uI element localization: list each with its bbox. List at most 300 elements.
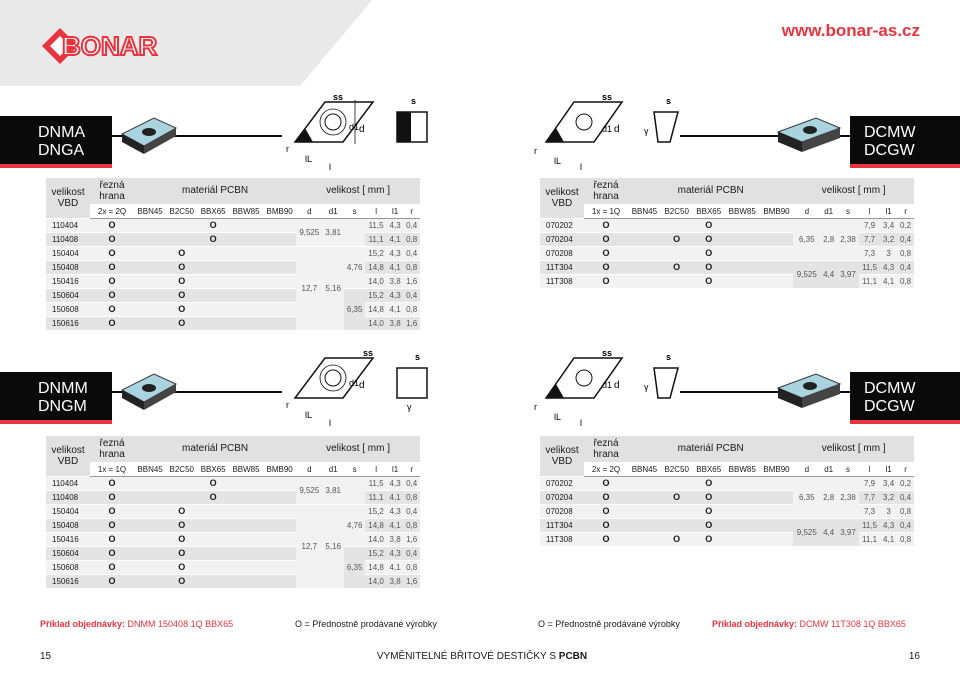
svg-text:γ: γ <box>644 126 649 136</box>
table-body <box>540 218 914 288</box>
material-header: B2C50 <box>661 204 693 218</box>
dim-l1-cell: 3 <box>880 504 897 518</box>
page-number-right: 16 <box>908 651 920 662</box>
svg-text:d1: d1 <box>349 378 360 388</box>
material-mark-cell <box>725 518 760 532</box>
dim-r-cell: 1,6 <box>403 532 420 546</box>
material-mark-cell: O <box>166 316 197 330</box>
col-header-size: velikost VBD <box>46 178 90 218</box>
dim-d1-cell: 2,8 <box>820 476 837 518</box>
material-mark-cell <box>628 274 661 288</box>
svg-text:lL: lL <box>305 410 313 420</box>
dim-l-cell: 11,5 <box>365 476 386 490</box>
svg-text:d: d <box>614 124 620 135</box>
col-header-edge: řezná hrana <box>90 178 134 204</box>
edge-mark-cell: O <box>584 232 628 246</box>
material-mark-cell <box>197 274 229 288</box>
dim-r-cell: 0,4 <box>897 232 914 246</box>
material-mark-cell <box>628 260 661 274</box>
material-header: BBX65 <box>693 204 725 218</box>
material-mark-cell <box>134 490 166 504</box>
material-mark-cell: O <box>166 260 197 274</box>
svg-text:ss: ss <box>363 348 374 358</box>
edge-mark-cell: O <box>584 490 628 504</box>
insert-photo-dcmw-2 <box>768 366 848 416</box>
dim-header: d1 <box>322 462 343 476</box>
material-header: B2C50 <box>166 462 197 476</box>
size-code-cell: 11T308 <box>540 274 584 288</box>
material-mark-cell <box>134 316 166 330</box>
material-header: BBX65 <box>197 462 229 476</box>
col-header-material: materiál PCBN <box>628 178 793 204</box>
legend-left: O = Přednostně prodávané výrobky <box>295 619 437 629</box>
dim-header: l1 <box>880 462 897 476</box>
col-header-dimensions: velikost [ mm ] <box>296 436 420 462</box>
material-mark-cell <box>197 546 229 560</box>
svg-text:γ: γ <box>407 402 412 412</box>
dim-l1-cell: 4,1 <box>387 260 404 274</box>
material-header: BBX65 <box>693 462 725 476</box>
svg-text:l: l <box>329 418 331 428</box>
edge-mark-cell: O <box>584 246 628 260</box>
material-mark-cell <box>263 302 296 316</box>
svg-text:ss: ss <box>333 92 344 102</box>
dim-header: l <box>859 462 880 476</box>
dim-s-cell <box>344 476 365 504</box>
tech-drawing-dnma <box>285 92 445 172</box>
material-mark-cell: O <box>166 560 197 574</box>
dim-header: s <box>837 204 859 218</box>
svg-text:d1: d1 <box>349 122 360 132</box>
dim-r-cell: 0,8 <box>403 302 420 316</box>
material-mark-cell: O <box>166 546 197 560</box>
material-mark-cell <box>263 518 296 532</box>
edge-mark-cell: O <box>90 274 134 288</box>
dim-l-cell: 11,5 <box>365 218 386 232</box>
material-mark-cell <box>134 546 166 560</box>
panel-title-line-1: DCMW <box>864 124 916 141</box>
tech-drawing-dcmw-2 <box>530 348 690 428</box>
material-mark-cell <box>725 532 760 546</box>
material-header: BBW85 <box>229 204 263 218</box>
material-mark-cell: O <box>661 490 693 504</box>
dim-l1-cell: 4,1 <box>387 560 404 574</box>
col-header-material: materiál PCBN <box>134 178 296 204</box>
page-number-left: 15 <box>40 651 52 662</box>
dim-r-cell: 0,8 <box>403 232 420 246</box>
material-header: BBX65 <box>197 204 229 218</box>
spec-table-dcmw-1 <box>540 178 914 289</box>
dim-l-cell: 7,9 <box>859 218 880 232</box>
svg-text:lL: lL <box>305 154 313 164</box>
dim-header: l1 <box>387 462 404 476</box>
dim-l1-cell: 4,1 <box>880 532 897 546</box>
insert-photo-dnmm <box>114 366 184 416</box>
table-row <box>540 476 914 490</box>
dim-d-cell: 6,35 <box>793 218 820 260</box>
material-mark-cell: O <box>197 476 229 490</box>
material-mark-cell <box>166 490 197 504</box>
material-mark-cell <box>263 288 296 302</box>
size-code-cell: 070202 <box>540 476 584 490</box>
svg-text:s: s <box>415 352 421 362</box>
material-mark-cell <box>229 546 263 560</box>
material-mark-cell <box>197 246 229 260</box>
material-mark-cell <box>725 476 760 490</box>
dim-header: r <box>403 204 420 218</box>
bonar-logo <box>38 20 178 72</box>
material-mark-cell <box>263 574 296 588</box>
material-mark-cell: O <box>693 518 725 532</box>
order-example-right <box>712 619 906 629</box>
edge-label: 1x = 1Q <box>584 204 628 218</box>
material-mark-cell <box>725 232 760 246</box>
svg-text:s: s <box>411 96 417 106</box>
dim-l-cell: 11,1 <box>365 490 386 504</box>
panel-title-dcmw-2 <box>850 372 960 424</box>
material-mark-cell: O <box>693 504 725 518</box>
table-row <box>46 504 420 518</box>
material-mark-cell <box>134 274 166 288</box>
dim-r-cell: 0,4 <box>403 218 420 232</box>
edge-mark-cell: O <box>90 232 134 246</box>
edge-mark-cell: O <box>90 546 134 560</box>
size-code-cell: 070208 <box>540 504 584 518</box>
dim-r-cell: 0,4 <box>897 518 914 532</box>
material-mark-cell <box>134 574 166 588</box>
dim-header: l <box>365 462 386 476</box>
dim-l1-cell: 3,8 <box>387 316 404 330</box>
material-mark-cell <box>263 274 296 288</box>
dim-l-cell: 11,1 <box>365 232 386 246</box>
material-mark-cell <box>229 504 263 518</box>
edge-mark-cell: O <box>90 218 134 232</box>
material-header: BBW85 <box>725 462 760 476</box>
svg-text:l: l <box>580 162 582 172</box>
material-mark-cell <box>197 302 229 316</box>
dim-l-cell: 7,7 <box>859 490 880 504</box>
size-code-cell: 150604 <box>46 546 90 560</box>
material-mark-cell <box>760 518 794 532</box>
dim-l-cell: 11,5 <box>859 518 880 532</box>
material-mark-cell <box>229 232 263 246</box>
dim-header: l1 <box>880 204 897 218</box>
material-mark-cell <box>760 260 794 274</box>
material-mark-cell <box>134 232 166 246</box>
material-mark-cell <box>134 218 166 232</box>
material-mark-cell: O <box>166 518 197 532</box>
material-mark-cell: O <box>166 274 197 288</box>
dim-r-cell: 0,4 <box>403 288 420 302</box>
material-mark-cell: O <box>661 232 693 246</box>
material-header: BBW85 <box>725 204 760 218</box>
material-mark-cell <box>263 560 296 574</box>
material-mark-cell <box>229 490 263 504</box>
dim-header: l1 <box>387 204 404 218</box>
accent-bar <box>850 164 960 168</box>
order-example-value: DNMM 150408 1Q BBX65 <box>127 619 234 629</box>
material-mark-cell <box>197 574 229 588</box>
dim-l1-cell: 3,4 <box>880 218 897 232</box>
dim-l1-cell: 4,3 <box>387 504 404 518</box>
material-mark-cell: O <box>661 532 693 546</box>
size-code-cell: 150416 <box>46 532 90 546</box>
dim-l-cell: 7,9 <box>859 476 880 490</box>
dim-d-cell: 12,7 <box>296 246 322 330</box>
tech-drawing-dcmw-1 <box>530 92 690 172</box>
edge-mark-cell: O <box>90 504 134 518</box>
dim-header: s <box>344 204 365 218</box>
col-header-dimensions: velikost [ mm ] <box>793 436 914 462</box>
svg-text:BONAR: BONAR <box>62 31 158 61</box>
material-mark-cell <box>725 504 760 518</box>
panel-title-dnmm <box>0 372 112 424</box>
dim-l1-cell: 4,1 <box>387 232 404 246</box>
edge-mark-cell: O <box>90 574 134 588</box>
material-mark-cell: O <box>166 288 197 302</box>
edge-mark-cell: O <box>584 274 628 288</box>
dim-s-cell: 2,38 <box>837 218 859 260</box>
footer-title <box>222 651 742 662</box>
svg-text:d1: d1 <box>602 124 613 134</box>
dim-r-cell: 0,4 <box>897 260 914 274</box>
material-mark-cell <box>661 518 693 532</box>
table-body <box>540 476 914 546</box>
dim-s-cell: 4,76 <box>344 504 365 546</box>
edge-label: 1x = 1Q <box>90 462 134 476</box>
dim-l1-cell: 3,8 <box>387 574 404 588</box>
material-mark-cell <box>197 316 229 330</box>
dim-s-cell: 4,76 <box>344 246 365 288</box>
material-mark-cell <box>725 260 760 274</box>
dim-d-cell: 9,525 <box>793 518 820 546</box>
size-code-cell: 070204 <box>540 490 584 504</box>
dim-r-cell: 0,4 <box>403 546 420 560</box>
dim-r-cell: 0,4 <box>403 246 420 260</box>
material-mark-cell <box>760 274 794 288</box>
material-mark-cell <box>229 274 263 288</box>
dim-l1-cell: 3,4 <box>880 476 897 490</box>
dim-l1-cell: 3,8 <box>387 274 404 288</box>
material-header: BBN45 <box>628 204 661 218</box>
size-code-cell: 11T308 <box>540 532 584 546</box>
dim-l1-cell: 4,3 <box>387 246 404 260</box>
dim-s-cell: 3,97 <box>837 518 859 546</box>
dim-d1-cell: 3,81 <box>322 476 343 504</box>
table-row <box>540 218 914 232</box>
dim-l-cell: 11,1 <box>859 532 880 546</box>
dim-s-cell: 6,35 <box>344 546 365 588</box>
material-mark-cell <box>760 476 794 490</box>
dim-header: d <box>296 462 322 476</box>
dim-l-cell: 15,2 <box>365 504 386 518</box>
edge-label: 2x = 2Q <box>584 462 628 476</box>
material-mark-cell: O <box>693 274 725 288</box>
material-mark-cell <box>263 532 296 546</box>
dim-l-cell: 14,8 <box>365 560 386 574</box>
dim-header: d1 <box>322 204 343 218</box>
col-header-dimensions: velikost [ mm ] <box>793 178 914 204</box>
material-mark-cell <box>229 246 263 260</box>
material-mark-cell <box>661 274 693 288</box>
panel-title-line-1: DCMW <box>864 380 916 397</box>
dim-l1-cell: 4,3 <box>387 476 404 490</box>
material-mark-cell <box>166 476 197 490</box>
material-mark-cell <box>760 490 794 504</box>
footer-title-text: VYMĚNITELNÉ BŘITOVÉ DESTIČKY S <box>376 651 556 662</box>
material-mark-cell <box>229 302 263 316</box>
material-mark-cell <box>263 232 296 246</box>
dim-header: d <box>793 204 820 218</box>
order-example-label: Příklad objednávky: <box>712 619 798 629</box>
dim-r-cell: 0,8 <box>897 504 914 518</box>
size-code-cell: 150616 <box>46 574 90 588</box>
table-row <box>46 546 420 560</box>
material-header: B2C50 <box>166 204 197 218</box>
order-example-left <box>40 619 233 629</box>
material-mark-cell <box>661 246 693 260</box>
dim-d1-cell: 4,4 <box>820 518 837 546</box>
panel-title-line-2: DCGW <box>864 142 915 159</box>
col-header-material: materiál PCBN <box>134 436 296 462</box>
dim-header: d1 <box>820 462 837 476</box>
col-header-dimensions: velikost [ mm ] <box>296 178 420 204</box>
material-mark-cell <box>134 288 166 302</box>
dim-header: l <box>365 204 386 218</box>
svg-text:r: r <box>286 400 289 410</box>
material-mark-cell <box>628 246 661 260</box>
dim-r-cell: 0,2 <box>897 476 914 490</box>
material-mark-cell <box>760 232 794 246</box>
dim-r-cell: 1,6 <box>403 316 420 330</box>
edge-mark-cell: O <box>90 260 134 274</box>
edge-label: 2x = 2Q <box>90 204 134 218</box>
svg-text:s: s <box>666 352 672 362</box>
col-header-material: materiál PCBN <box>628 436 793 462</box>
material-mark-cell <box>134 504 166 518</box>
dim-r-cell: 0,4 <box>403 476 420 490</box>
svg-text:d: d <box>359 380 365 391</box>
table-row <box>46 218 420 232</box>
material-mark-cell: O <box>693 490 725 504</box>
legend-right: O = Přednostně prodávané výrobky <box>538 619 680 629</box>
material-mark-cell <box>725 246 760 260</box>
dim-header: r <box>403 462 420 476</box>
dim-s-cell <box>344 218 365 246</box>
dim-l1-cell: 4,3 <box>880 518 897 532</box>
material-mark-cell <box>628 518 661 532</box>
dim-l-cell: 14,0 <box>365 532 386 546</box>
svg-text:s: s <box>666 96 672 106</box>
table-row <box>540 260 914 274</box>
dim-r-cell: 0,4 <box>897 490 914 504</box>
material-header: B2C50 <box>661 462 693 476</box>
size-code-cell: 070202 <box>540 218 584 232</box>
dim-l-cell: 14,8 <box>365 302 386 316</box>
website-link[interactable]: www.bonar-as.cz <box>781 21 920 40</box>
material-mark-cell <box>263 490 296 504</box>
size-code-cell: 150404 <box>46 504 90 518</box>
dim-header: r <box>897 462 914 476</box>
size-code-cell: 070208 <box>540 246 584 260</box>
material-mark-cell <box>661 504 693 518</box>
dim-l1-cell: 4,1 <box>880 274 897 288</box>
panel-title-line-1: DNMA <box>38 124 86 141</box>
edge-mark-cell: O <box>584 476 628 490</box>
dim-r-cell: 0,8 <box>403 518 420 532</box>
dim-l-cell: 7,3 <box>859 504 880 518</box>
dim-l-cell: 15,2 <box>365 288 386 302</box>
svg-text:lL: lL <box>554 412 562 422</box>
dim-l-cell: 11,5 <box>859 260 880 274</box>
dim-d-cell: 9,525 <box>296 476 322 504</box>
material-header: BMB90 <box>263 204 296 218</box>
material-mark-cell <box>661 476 693 490</box>
accent-bar <box>0 164 112 168</box>
material-mark-cell: O <box>197 490 229 504</box>
dim-header: d1 <box>820 204 837 218</box>
order-example-label: Příklad objednávky: <box>40 619 126 629</box>
material-mark-cell: O <box>166 532 197 546</box>
tech-drawing-dnmm <box>285 348 445 428</box>
dim-d1-cell: 5,16 <box>322 246 343 330</box>
edge-mark-cell: O <box>90 560 134 574</box>
size-code-cell: 150408 <box>46 518 90 532</box>
size-code-cell: 150404 <box>46 246 90 260</box>
edge-mark-cell: O <box>584 504 628 518</box>
size-code-cell: 150416 <box>46 274 90 288</box>
table-row <box>46 476 420 490</box>
material-mark-cell: O <box>661 260 693 274</box>
dim-l1-cell: 4,1 <box>387 302 404 316</box>
material-mark-cell <box>229 316 263 330</box>
size-code-cell: 070204 <box>540 232 584 246</box>
svg-text:r: r <box>534 402 537 412</box>
panel-title-line-2: DNGM <box>38 398 87 415</box>
table-row <box>540 518 914 532</box>
dim-header: r <box>897 204 914 218</box>
size-code-cell: 150604 <box>46 288 90 302</box>
dim-header: s <box>837 462 859 476</box>
insert-photo-dcmw-1 <box>768 110 848 160</box>
edge-mark-cell: O <box>584 518 628 532</box>
material-mark-cell <box>263 260 296 274</box>
dim-d-cell: 6,35 <box>793 476 820 518</box>
dim-l-cell: 15,2 <box>365 546 386 560</box>
table-body <box>46 218 420 330</box>
size-code-cell: 150616 <box>46 316 90 330</box>
material-mark-cell <box>628 504 661 518</box>
panel-title-line-2: DCGW <box>864 398 915 415</box>
material-mark-cell <box>661 218 693 232</box>
svg-text:d1: d1 <box>602 380 613 390</box>
dim-l-cell: 14,0 <box>365 574 386 588</box>
material-header: BBN45 <box>628 462 661 476</box>
dim-d1-cell: 4,4 <box>820 260 837 288</box>
size-code-cell: 150608 <box>46 302 90 316</box>
dim-r-cell: 1,6 <box>403 274 420 288</box>
dim-r-cell: 0,8 <box>403 560 420 574</box>
material-mark-cell: O <box>693 218 725 232</box>
dim-d-cell: 12,7 <box>296 504 322 588</box>
material-mark-cell: O <box>197 218 229 232</box>
dim-l-cell: 14,0 <box>365 274 386 288</box>
dim-header: s <box>344 462 365 476</box>
spec-table-dcmw-2 <box>540 436 914 547</box>
dim-r-cell: 0,8 <box>403 260 420 274</box>
material-mark-cell <box>134 518 166 532</box>
svg-text:ss: ss <box>602 92 613 102</box>
